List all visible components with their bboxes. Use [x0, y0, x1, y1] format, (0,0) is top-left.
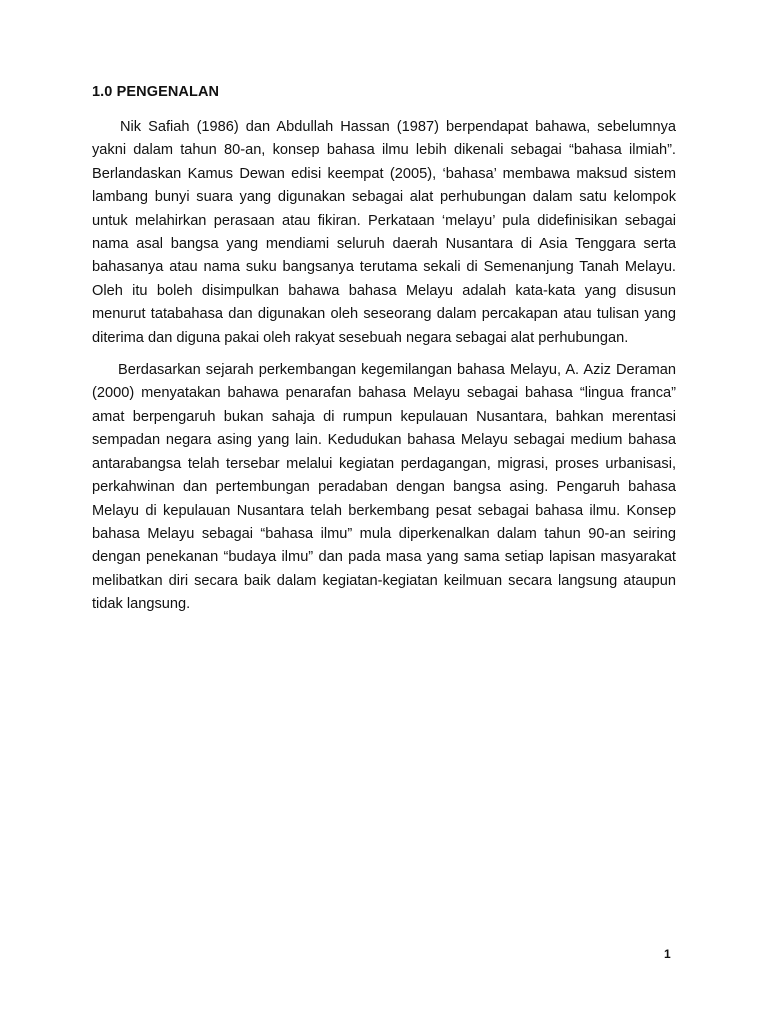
page-number: 1 [664, 947, 671, 961]
section-heading: 1.0 PENGENALAN [92, 84, 220, 100]
paragraph-history: Berdasarkan sejarah perkembangan kegemilangan bahasa Melayu, A. Aziz Deraman (2000) menyatakan bahawa penarafan bahasa Melayu sebagai bahasa “lingua franca” amat berpengaruh bukan sahaja di rumpun kepulauan Nusantara, bahkan merentasi sempadan negara asing yang lain. Kedudukan bahasa Melayu sebagai medium bahasa antarabangsa telah tersebar melalui kegiatan perdagangan, migrasi, proses urbanisasi, perkahwinan dan pertembungan peradaban dengan bangsa asing. Pengaruh bahasa Melayu di kepulauan Nusantara telah berkembang pesat sebagai bahasa ilmu. Konsep bahasa Melayu sebagai “bahasa ilmu” mula diperkenalkan dalam tahun 90-an seiring dengan penekanan “budaya ilmu” dan pada masa yang sama setiap lapisan masyarakat melibatkan diri secara baik dalam kegiatan-kegiatan keilmuan secara langsung ataupun tidak langsung. [92, 362, 676, 613]
document-body [92, 82, 676, 626]
paragraph-introduction: Nik Safiah (1986) dan Abdullah Hassan (1987) berpendapat bahawa, sebelumnya yakni dalam tahun 80-an, konsep bahasa ilmu lebih dikenali sebagai “bahasa ilmiah”. Berlandaskan Kamus Dewan edisi keempat (2005), ‘bahasa’ membawa maksud sistem lambang bunyi suara yang digunakan sebagai alat perhubungan dalam satu kelompok untuk melahirkan perasaan atau fikiran. Perkataan ‘melayu’ pula didefinisikan sebagai nama asal bangsa yang mendiami seluruh daerah Nusantara di Asia Tenggara serta bahasanya atau nama suku bangsanya terutama sekali di Semenanjung Tanah Melayu. Oleh itu boleh disimpulkan bahawa bahasa Melayu adalah kata-kata yang disusun menurut tatabahasa dan digunakan oleh seseorang dalam percakapan atau tulisan yang diterima dan diguna pakai oleh rakyat sesebuah negara sebagai alat perhubungan. [92, 119, 676, 346]
